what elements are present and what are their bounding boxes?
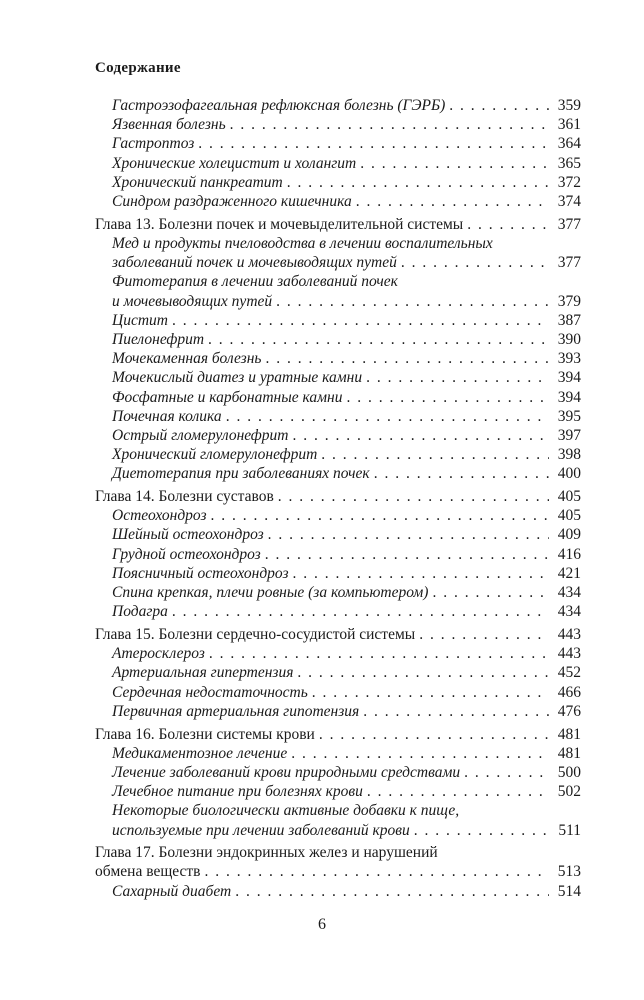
toc-entry [95, 545, 581, 564]
toc-entry-title: Язвенная болезнь [112, 116, 226, 134]
table-of-contents [95, 96, 581, 901]
dot-leader [226, 115, 549, 134]
toc-page-number: 398 [557, 446, 581, 464]
toc-page-number: 374 [557, 193, 581, 211]
toc-entry [95, 782, 581, 801]
toc-chapter [95, 625, 581, 644]
toc-entry-title: используемые при лечении заболеваний крови [112, 821, 410, 839]
dot-leader [463, 215, 549, 234]
dot-leader [342, 388, 549, 407]
toc-entry [95, 173, 581, 192]
toc-entry-title: Глава 16. Болезни системы крови [95, 725, 315, 743]
toc-entry-title: Сердечная недостаточность [112, 683, 308, 701]
toc-entry-title: Фосфатные и карбонатные камни [112, 388, 343, 406]
dot-leader [168, 311, 549, 330]
toc-page-number: 361 [557, 116, 581, 134]
toc-page-number: 372 [557, 173, 581, 191]
toc-page-number: 434 [557, 584, 581, 602]
toc-entry-title: Шейный остеохондроз [112, 526, 264, 544]
toc-entry-title: Некоторые биологически активные добавки к пище, [112, 802, 460, 820]
toc-entry [95, 744, 581, 763]
toc-page-number: 452 [557, 664, 581, 682]
toc-entry-title: Медикаментозное лечение [112, 744, 288, 762]
toc-entry-title: Мочекислый диатез и уратные камни [112, 369, 363, 387]
toc-entry-title: Грудной остеохондроз [112, 545, 261, 563]
toc-entry [95, 388, 581, 407]
toc-page-number: 476 [557, 702, 581, 720]
toc-entry [95, 702, 581, 721]
toc-entry [95, 349, 581, 368]
toc-entry-title: Гастроптоз [112, 135, 195, 153]
toc-page-number: 405 [557, 507, 581, 525]
toc-entry [95, 763, 581, 782]
toc-entry [95, 564, 581, 583]
toc-page-number: 500 [557, 763, 581, 781]
page-number: 6 [318, 916, 326, 933]
toc-entry [95, 134, 581, 153]
dot-leader [356, 154, 549, 173]
toc-entry [95, 602, 581, 621]
toc-entry [95, 426, 581, 445]
toc-page-number: 393 [557, 350, 581, 368]
toc-entry-title: Атеросклероз [112, 645, 205, 663]
dot-leader [317, 445, 549, 464]
toc-page-number: 481 [557, 725, 581, 743]
toc-entry [95, 583, 581, 602]
toc-page-number: 511 [558, 821, 581, 839]
dot-leader [415, 625, 549, 644]
toc-chapter [95, 725, 581, 744]
toc-entry [95, 311, 581, 330]
toc-entry [95, 253, 581, 272]
toc-page-number: 466 [557, 683, 581, 701]
toc-entry [95, 368, 581, 387]
toc-page-number: 397 [557, 426, 581, 444]
dot-leader [168, 602, 549, 621]
toc-entry [95, 882, 581, 901]
toc-entry-title: Лечение заболеваний крови природными средствами [112, 763, 461, 781]
toc-entry-title: Хронический гломерулонефрит [112, 446, 318, 464]
toc-entry-title: Глава 15. Болезни сердечно-сосудистой системы [95, 625, 416, 643]
toc-page-number: 513 [557, 863, 581, 881]
dot-leader [363, 782, 549, 801]
toc-page-number: 400 [557, 465, 581, 483]
dot-leader [231, 882, 549, 901]
dot-leader [397, 253, 549, 272]
toc-entry [95, 683, 581, 702]
toc-page-number: 434 [557, 603, 581, 621]
dot-leader [308, 683, 549, 702]
dot-leader [428, 583, 549, 602]
toc-entry-title: заболеваний почек и мочевыводящих путей [112, 254, 397, 272]
toc-entry-title: Артериальная гипертензия [112, 664, 294, 682]
dot-leader [204, 330, 549, 349]
toc-page-number: 405 [557, 488, 581, 506]
toc-chapter [95, 487, 581, 506]
toc-entry [95, 272, 581, 291]
toc-page-number: 390 [557, 330, 581, 348]
toc-entry-title: Диетотерапия при заболеваниях почек [112, 465, 370, 483]
toc-entry [95, 445, 581, 464]
toc-entry [95, 96, 581, 115]
dot-leader [207, 506, 550, 525]
dot-leader [460, 763, 549, 782]
toc-entry-title: Остеохондроз [112, 507, 207, 525]
dot-leader [352, 192, 549, 211]
toc-page-number: 416 [557, 545, 581, 563]
toc-entry-title: Глава 14. Болезни суставов [95, 488, 274, 506]
toc-page-number: 514 [557, 882, 581, 900]
toc-page-number: 379 [557, 292, 581, 310]
dot-leader [293, 663, 549, 682]
toc-page-number: 443 [557, 625, 581, 643]
dot-leader [274, 487, 549, 506]
dot-leader [205, 644, 549, 663]
toc-entry [95, 407, 581, 426]
toc-page-number: 364 [557, 135, 581, 153]
toc-entry [95, 234, 581, 253]
toc-entry [95, 292, 581, 311]
toc-entry-title: Глава 17. Болезни эндокринных желез и нарушений [95, 844, 438, 862]
toc-entry [95, 506, 581, 525]
dot-leader [194, 134, 549, 153]
toc-page-number: 481 [557, 744, 581, 762]
toc-entry-title: Хронический панкреатит [112, 173, 283, 191]
dot-leader [289, 564, 549, 583]
toc-entry [95, 525, 581, 544]
toc-entry-title: Лечебное питание при болезнях крови [112, 783, 363, 801]
toc-entry-title: Гастроэзофагеальная рефлюксная болезнь (ГЭРБ) [112, 97, 446, 114]
toc-page-number: 394 [557, 369, 581, 387]
dot-leader [370, 464, 549, 483]
toc-entry-title: и мочевыводящих путей [112, 292, 273, 310]
toc-entry [95, 801, 581, 820]
toc-page-number: 365 [557, 154, 581, 172]
dot-leader [315, 725, 549, 744]
toc-chapter [95, 215, 581, 234]
toc-entry-title: Глава 13. Болезни почек и мочевыделительной системы [95, 215, 464, 233]
toc-entry-title: Цистит [112, 311, 168, 329]
toc-page-number: 502 [557, 783, 581, 801]
dot-leader [445, 96, 549, 115]
toc-entry-title: Почечная колика [112, 407, 222, 425]
toc-entry-title: Первичная артериальная гипотензия [112, 702, 360, 720]
dot-leader [222, 407, 549, 426]
toc-entry [95, 115, 581, 134]
toc-page-number: 394 [557, 388, 581, 406]
dot-leader [264, 525, 549, 544]
toc-entry [95, 330, 581, 349]
dot-leader [359, 702, 549, 721]
dot-leader [288, 426, 549, 445]
toc-entry [95, 821, 581, 840]
dot-leader [261, 545, 549, 564]
dot-leader [283, 173, 549, 192]
toc-page-number: 443 [557, 645, 581, 663]
dot-leader [261, 349, 549, 368]
toc-page-number: 395 [557, 407, 581, 425]
toc-entry-title: Хронические холецистит и холангит [112, 154, 357, 172]
toc-page-number: 421 [557, 564, 581, 582]
dot-leader [362, 368, 549, 387]
toc-page-number: 359 [557, 97, 581, 114]
toc-page-number: 387 [557, 311, 581, 329]
toc-entry-title: Подагра [112, 603, 168, 621]
toc-entry-title: Поясничный остеохондроз [112, 564, 289, 582]
dot-leader [201, 862, 549, 881]
dot-leader [410, 821, 549, 840]
toc-entry [95, 192, 581, 211]
toc-entry [95, 663, 581, 682]
toc-entry-title: обмена веществ [95, 863, 201, 881]
dot-leader [287, 744, 549, 763]
dot-leader [272, 292, 549, 311]
toc-chapter [95, 843, 581, 862]
toc-entry [95, 644, 581, 663]
toc-entry-title: Мочекаменная болезнь [112, 350, 262, 368]
toc-entry-title: Сахарный диабет [112, 882, 232, 900]
toc-entry-title: Пиелонефрит [112, 330, 205, 348]
toc-entry-title: Острый гломерулонефрит [112, 426, 289, 444]
toc-entry [95, 154, 581, 173]
toc-page-number: 377 [557, 215, 581, 233]
section-heading: Содержание [95, 60, 181, 76]
toc-entry-title: Синдром раздраженного кишечника [112, 193, 352, 211]
toc-entry [95, 464, 581, 483]
toc-entry-title: Спина крепкая, плечи ровные (за компьютером) [112, 584, 429, 602]
toc-page-number: 377 [557, 254, 581, 272]
toc-page-number: 409 [557, 526, 581, 544]
toc-entry-title: Мед и продукты пчеловодства в лечении воспалительных [112, 234, 493, 252]
toc-chapter [95, 862, 581, 881]
toc-entry-title: Фитотерапия в лечении заболеваний почек [112, 273, 398, 291]
